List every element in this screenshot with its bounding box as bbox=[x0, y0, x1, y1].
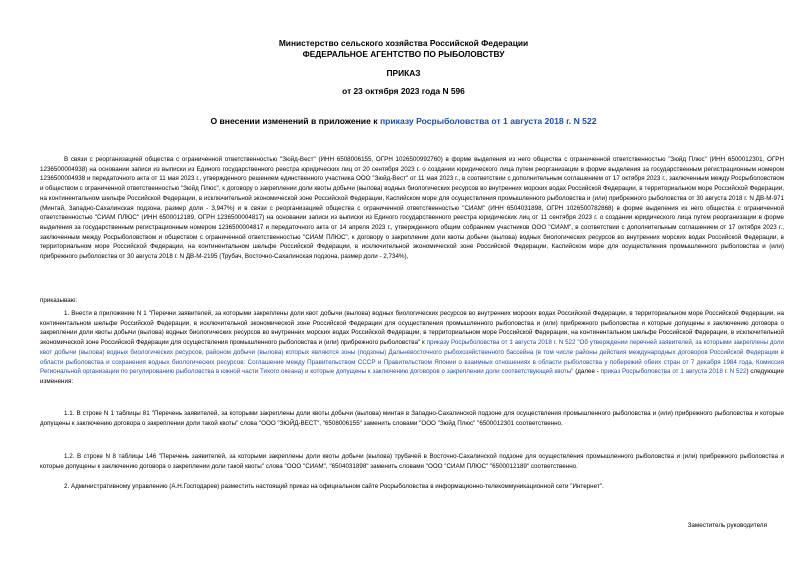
item-1-short-order-link[interactable]: приказ Росрыболовства от 1 августа 2018 г. N 522 bbox=[600, 368, 747, 376]
signature-title: Заместитель руководителя bbox=[687, 522, 767, 529]
item-1-text-a: 1. Внести в приложение N 1 "Перечни заявителей, за которыми закреплены доли квот добычи (вылова) водных биологических ресурсов во внутренних морских водах Российской Федерации, в территориальном море Российской Федерации, на континентальном шельфе Российской Федерации, в исключительной экономической зоне Российской Федерации для осуществления промышленного рыболовства и (или) прибрежного рыболовства и которые допущены к заключению договора о закреплении доли квоты добычи (вылова) водных биологических ресурсов во внутренних морских водах Российской Федерации, в территориальном море Российской Федерации, на континентальном шельфе Российской Федерации, в исключительной экономической зоне Российской Федерации для осуществления промышленного рыболовства и (или) прибрежного рыболовства" к bbox=[40, 310, 784, 347]
item-1-1-paragraph: 1.1. В строке N 1 таблицы 81 "Перечень заявителей, за которыми закреплены доли квоты добычи (вылова) минтая в Западно-Сахалинской подзоне для осуществления промышленного рыболовства и (или) прибрежного рыболовства и которые допущены к заключению договора о закреплении доли такой квоты" слова "ООО "ЗЮЙД-ВЕСТ", "6508006155" заменить словами "ООО "Зюйд Плюс" "6500012301 соответственно. bbox=[40, 410, 784, 427]
document-date: от 23 октября 2023 года N 596 bbox=[342, 86, 465, 96]
agency-name: ФЕДЕРАЛЬНОЕ АГЕНТСТВО ПО РЫБОЛОВСТВУ bbox=[302, 49, 505, 59]
item-2-paragraph: 2. Административному управлению (А.Н.Господарев) разместить настоящий приказ на официальном сайте Росрыболовства в информационно-телекоммуникационной сети "Интернет". bbox=[64, 483, 604, 490]
item-1-2-paragraph: 1.2. В строке N 8 таблицы 146 "Перечень заявителей, за которыми закреплены доли квоты добычи (вылова) трубачей в Восточно-Сахалинской подзоне для осуществления промышленного рыболовства и (или) прибрежного рыболовства и которые допущены к заключению договора о закреплении доли такой квоты" слова "ООО "СИАМ", "6504031898" заменить словами "ООО "СИАМ ПЛЮС" "6500012189" соответственно. bbox=[40, 453, 784, 470]
item-1-text-b: (далее - bbox=[573, 368, 601, 376]
document-type: ПРИКАЗ bbox=[386, 68, 421, 78]
item-1-text-c: ) следующие изменения: bbox=[40, 368, 784, 385]
ministry-name: Министерство сельского хозяйства Российской Федерации bbox=[278, 38, 529, 48]
title-order-link[interactable]: приказу Росрыболовства от 1 августа 2018 г. N 522 bbox=[379, 116, 597, 126]
order-word: приказываю: bbox=[40, 297, 78, 304]
preamble-paragraph: В связи с реорганизацией общества с ограниченной ответственностью "Зюйд-Вест" (ИНН 6508006155, ОГРН 1026500992760) в форме выделения из него общества с ограниченной ответственностью "Зюйд Плюс" (ИНН 6500012301, ОГРН 1236500004938) на основании записи из выписки из Единого государственного реестра юридических лиц от 20 сентября 2023 г. о создании юридического лица путем реорганизации в форме выделения за государственным регистрационным номером 1236500004938 и передаточного акта от 11 мая 2023 г., утвержденного решением единственного участника ООО "Зюйд-Вест" от 11 мая 2023 г., в соответствии с дополнительным соглашением от 17 октября 2023 г., заключенным между Росрыболовством и обществом с ограниченной ответственностью "Зюйд Плюс", к договору о закреплении доли квоты добычи (вылова) водных биологических ресурсов во внутренних морских водах Российской Федерации, в территориальном море Российской Федерации, на континентальном шельфе Российской Федерации, в исключительной экономической зоне Российской Федерации, Каспийском море для осуществления промышленного рыболовства и (или) прибрежного рыболовства от 30 августа 2018 г. N ДВ-М-971 (Минтай, Западно-Сахалинская подзона, размер доли - 3,947%) и в связи с реорганизацией общества с ограниченной ответственностью "СИАМ" (ИНН 6504031898, ОГРН 1026500782868) в форме выделения из него общества с ограниченной ответственностью "СИАМ ПЛЮС" (ИНН 6500012189, ОГРН 1236500004817) на основании записи из выписки из Единого государственного реестра юридических лиц от 11 сентября 2023 г. о создании юридического лица путем реорганизации в форме выделения за государственным регистрационным номером 1236500004817 и передаточного акта от 14 апреля 2023 г., утвержденного общим собранием участников ООО "СИАМ", в соответствии с дополнительным соглашением от 17 октября 2023 г., заключенным между Росрыболовством и обществом с ограниченной ответственностью "СИАМ ПЛЮС", к договору о закреплении доли квоты добычи (вылова) водных биологических ресурсов во внутренних морских водах Российской Федерации, в территориальном море Российской Федерации, на континентальном шельфе Российской Федерации, в исключительной экономической зоне Российской Федерации, Каспийском море для осуществления промышленного рыболовства и (или) прибрежного рыболовства от 30 августа 2018 г. N ДВ-М-2195 (Трубач, Восточно-Сахалинская подзона, размер доли - 2,734%), bbox=[40, 156, 784, 261]
title-prefix: О внесении изменений в приложение к bbox=[210, 116, 380, 126]
document-title bbox=[0, 116, 807, 126]
item-1-order-link[interactable]: приказу Росрыболовства от 1 августа 2018 г. N 522 "Об утверждении перечней заявителей, за которыми закреплены доли квот добычи (вылова) водных биологических ресурсов, районом добычи (вылова) которых являются зоны (подзоны) Дальневосточного рыбохозяйственного бассейна (в том числе районы действия международных договоров Российской Федерации в области рыболовства и сохранения водных биологических ресурсов: Соглашение между Правительством СССР и Правительством Японии о взаимных отношениях в области рыболовства у побережий обеих стран от 7 декабря 1984 года, Комиссия Региональной организации по регулированию рыболовства в южной части Тихого океана) и которые допущены к заключению договоров о закреплении доли соответствующей квоты" bbox=[40, 339, 784, 376]
item-1-paragraph bbox=[40, 309, 784, 387]
